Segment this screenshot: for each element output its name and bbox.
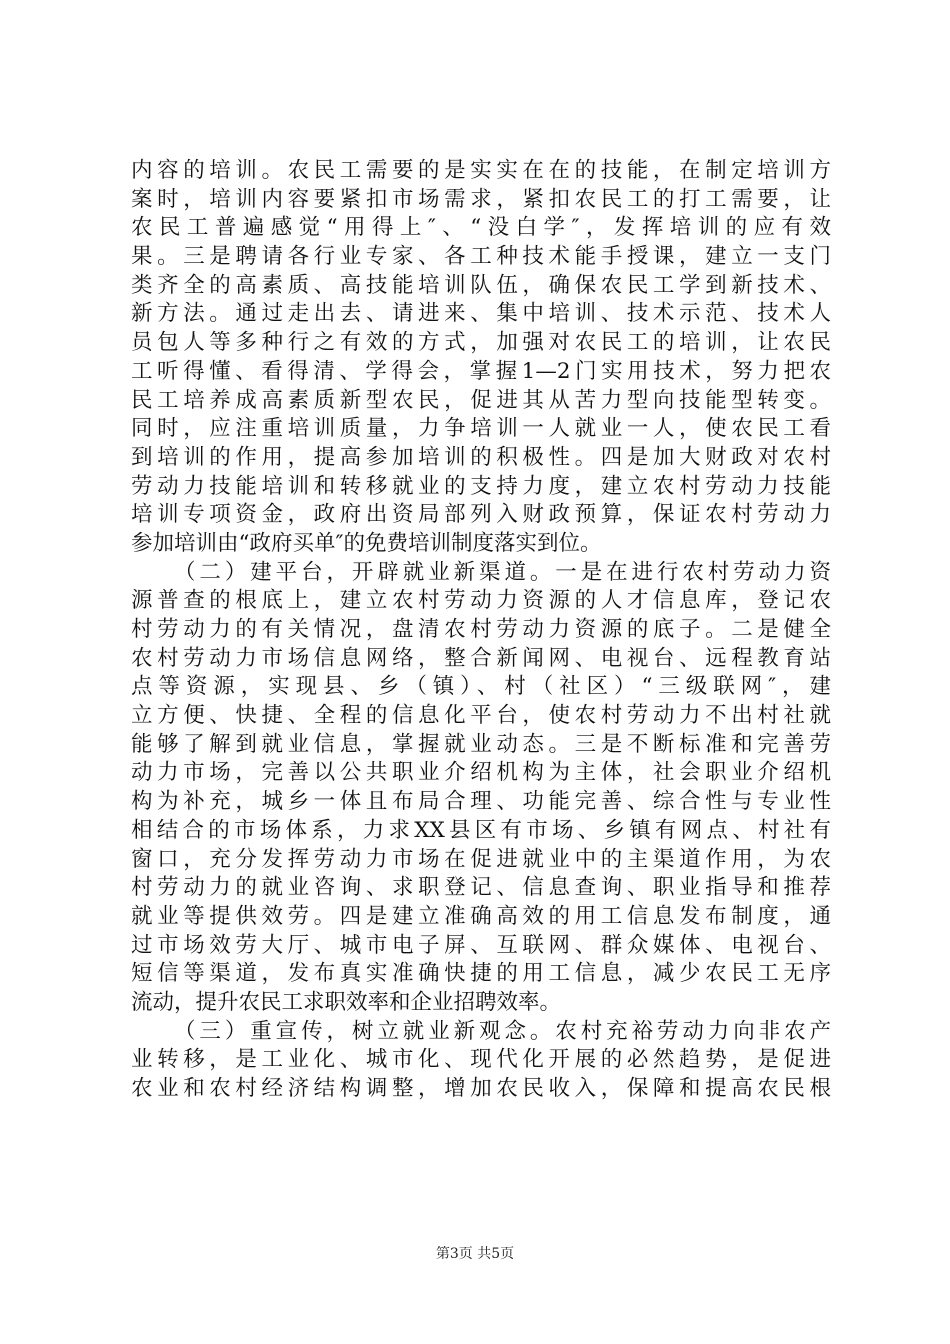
text-line: 农民工普遍感觉“用得上″、“没白学″，发挥培训的应有效 [131,215,831,241]
text-line: 民工培养成高素质新型农民，促进其从苦力型向技能型转变。 [131,387,831,413]
page-number-footer: 第3页 共5页 [435,1246,515,1262]
text-line: 业转移，是工业化、城市化、现代化开展的必然趋势，是促进 [131,1047,831,1073]
text-line: 村劳动力的有关情况，盘清农村劳动力资源的底子。二是健全 [131,617,831,642]
text-line: 到培训的作用，提高参加培训的积极性。四是加大财政对农村 [131,444,831,470]
text-line: 工听得懂、看得清、学得会，掌握1—2门实用技术，努力把农 [131,358,831,384]
text-line: 就业等提供效劳。四是建立准确高效的用工信息发布制度，通 [131,903,831,929]
text-line: 员包人等多种行之有效的方式，加强对农民工的培训，让农民 [131,330,831,356]
paragraph-start-line: （二）建平台，开辟就业新渠道。一是在进行农村劳动力资 [174,559,831,585]
text-line: 同时，应注重培训质量，力争培训一人就业一人，使农民工看 [131,416,831,442]
text-line: 构为补充，城乡一体且布局合理、功能完善、综合性与专业性 [131,789,831,815]
text-line: 培训专项资金，政府出资局部列入财政预算，保证农村劳动力 [131,502,831,528]
text-line: 农业和农村经济结构调整，增加农民收入，保障和提高农民根 [131,1076,831,1101]
text-line: 村劳动力的就业咨询、求职登记、信息查询、职业指导和推荐 [131,875,831,901]
text-line: 类齐全的高素质、高技能培训队伍，确保农民工学到新技术、 [131,272,831,298]
document-body [131,157,831,1104]
text-line: 窗口，充分发挥劳动力市场在促进就业中的主渠道作用，为农 [131,846,831,872]
text-line: 案时，培训内容要紧扣市场需求，紧扣农民工的打工需要，让 [131,186,831,212]
text-line: 短信等渠道，发布真实准确快捷的用工信息，减少农民工无序 [131,961,831,987]
text-line: 相结合的市场体系，力求XX县区有市场、乡镇有网点、村社有 [131,817,831,843]
text-line: 能够了解到就业信息，掌握就业动态。三是不断标准和完善劳 [131,731,831,757]
text-line: 源普查的根底上，建立农村劳动力资源的人才信息库，登记农 [131,588,831,614]
paragraph-end-line: 流动，提升农民工求职效率和企业招聘效率。 [131,989,562,1015]
paragraph-start-line: （三）重宣传，树立就业新观念。农村充裕劳动力向非农产 [174,1018,831,1044]
text-line: 动力市场，完善以公共职业介绍机构为主体，社会职业介绍机 [131,760,831,786]
text-line: 农村劳动力市场信息网络，整合新闻网、电视台、远程教育站 [131,645,831,671]
text-line: 点等资源，实现县、乡（镇）、村（社区）“三级联网″，建 [131,674,831,700]
text-line: 过市场效劳大厅、城市电子屏、互联网、群众媒体、电视台、 [131,932,831,958]
text-line: 劳动力技能培训和转移就业的支持力度，建立农村劳动力技能 [131,473,831,499]
text-line: 新方法。通过走出去、请进来、集中培训、技术示范、技术人 [131,301,831,327]
paragraph-end-line: 参加培训由“政府买单″的免费培训制度落实到位。 [131,530,602,556]
text-line: 果。三是聘请各行业专家、各工种技术能手授课，建立一支门 [131,244,831,270]
text-line: 立方便、快捷、全程的信息化平台，使农村劳动力不出村社就 [131,703,831,729]
text-line: 内容的培训。农民工需要的是实实在在的技能，在制定培训方 [131,158,831,183]
